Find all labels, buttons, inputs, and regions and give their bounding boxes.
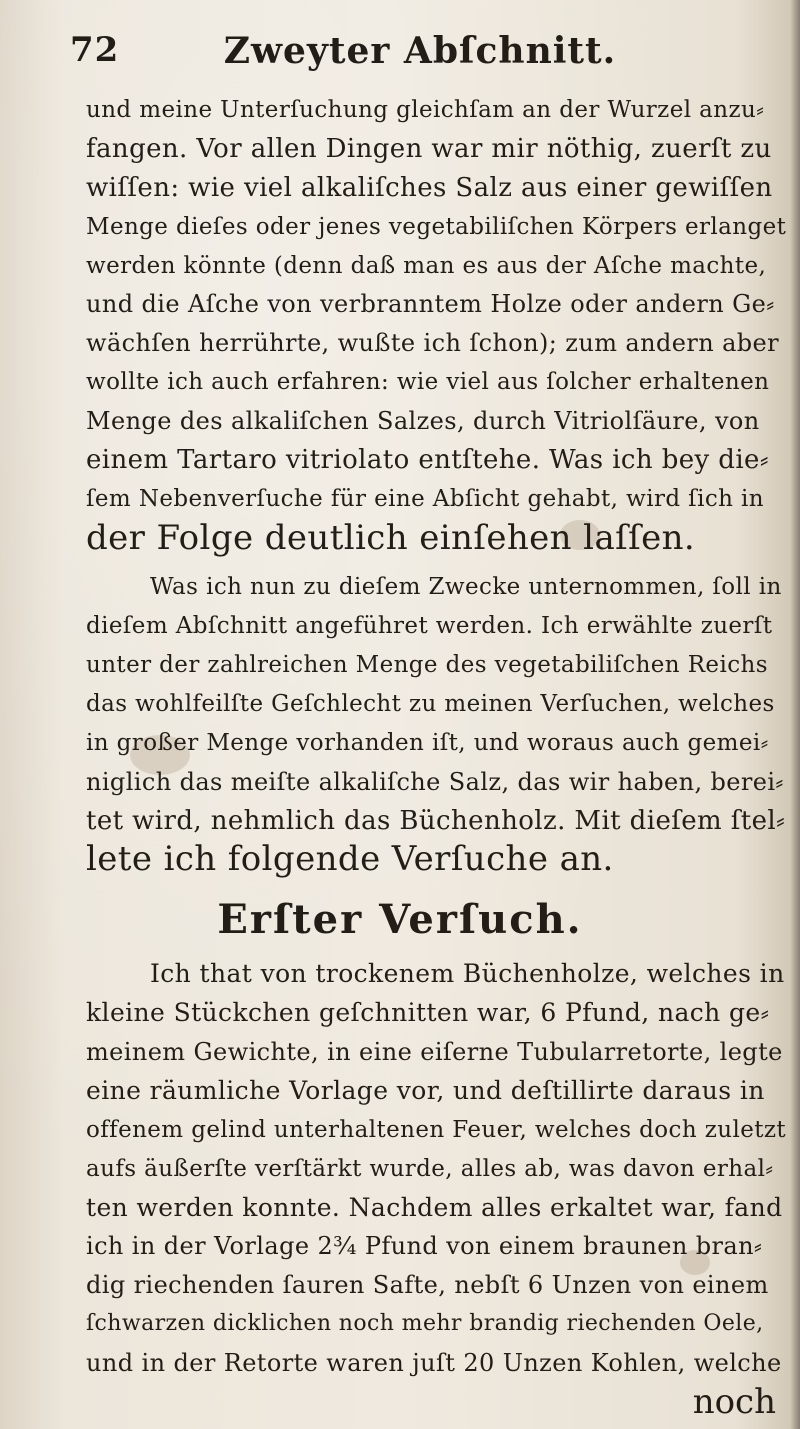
text-line: wollte ich auch erfahren: wie viel aus ſolcher erhaltenen [86,369,770,396]
text-line: Menge des alkaliſchen Salzes, durch Vitriolſäure, von [86,407,760,436]
catchword: noch [692,1382,776,1422]
text-line: eine räumliche Vorlage vor, und deſtillirte daraus in [86,1075,765,1105]
running-head: Zweyter Abſchnitt. [223,30,617,72]
text-line: aufs äußerſte verſtärkt wurde, alles ab, was davon erhal⸗ [86,1155,774,1182]
text-line: kleine Stückchen geſchnitten war, 6 Pfund, nach ge⸗ [86,998,770,1028]
text-line: dieſem Abſchnitt angeführet werden. Ich erwählte zuerſt [86,613,773,640]
text-line: Was ich nun zu dieſem Zwecke unternommen, ſoll in [150,574,782,601]
text-line: ten werden konnte. Nachdem alles erkaltet war, fand [86,1192,783,1222]
text-line: unter der zahlreichen Menge des vegetabiliſchen Reichs [86,651,768,678]
text-line: ſem Nebenverſuche für eine Abſicht gehabt, wird ſich in [86,485,765,512]
text-line: einem Tartaro vitriolato entſtehe. Was ich bey die⸗ [86,444,769,475]
text-line: und die Aſche von verbranntem Holze oder andern Ge⸗ [86,290,775,319]
text-line: ſchwarzen dicklichen noch mehr brandig riechenden Oele, [86,1311,764,1337]
text-line: der Folge deutlich einſehen laſſen. [86,517,696,558]
text-line: werden könnte (denn daß man es aus der Aſche machte, [86,252,767,279]
text-line: ich in der Vorlage 2¾ Pfund von einem braunen bran⸗ [86,1232,763,1261]
text-line: Ich that von trockenem Büchenholze, welches in [150,959,785,989]
page-number: 72 [70,30,120,70]
text-line: und meine Unterſuchung gleichſam an der Wurzel anzu⸗ [86,97,765,123]
text-line: fangen. Vor allen Dingen war mir nöthig, zuerſt zu [86,133,772,164]
text-line: Menge dieſes oder jenes vegetabiliſchen Körpers erlanget [86,213,787,240]
text-line: in großer Menge vorhanden iſt, und woraus auch gemei⸗ [86,729,769,756]
text-line: das wohlfeilſte Geſchlecht zu meinen Verſuchen, welches [86,690,775,717]
text-line: niglich das meiſte alkaliſche Salz, das wir haben, berei⸗ [86,767,784,796]
text-line: und in der Retorte waren juſt 20 Unzen Kohlen, welche [86,1349,782,1378]
text-line: wiſſen: wie viel alkaliſches Salz aus einer gewiſſen [86,172,773,203]
text-line: offenem gelind unterhaltenen Feuer, welches doch zuletzt [86,1116,787,1143]
section-title: Erſter Verſuch. [217,895,583,943]
page-spine-shadow [790,0,800,1429]
text-line: lete ich folgende Verſuche an. [86,839,614,880]
page-header [60,30,780,80]
text-line: tet wird, nehmlich das Büchenholz. Mit dieſem ſtel⸗ [86,805,786,836]
text-line: wächſen herrührte, wußte ich ſchon); zum andern aber [86,329,780,358]
text-line: dig riechenden ſauren Safte, nebſt 6 Unzen von einem [86,1271,769,1300]
text-line: meinem Gewichte, in eine eiſerne Tubularretorte, legte [86,1038,783,1067]
